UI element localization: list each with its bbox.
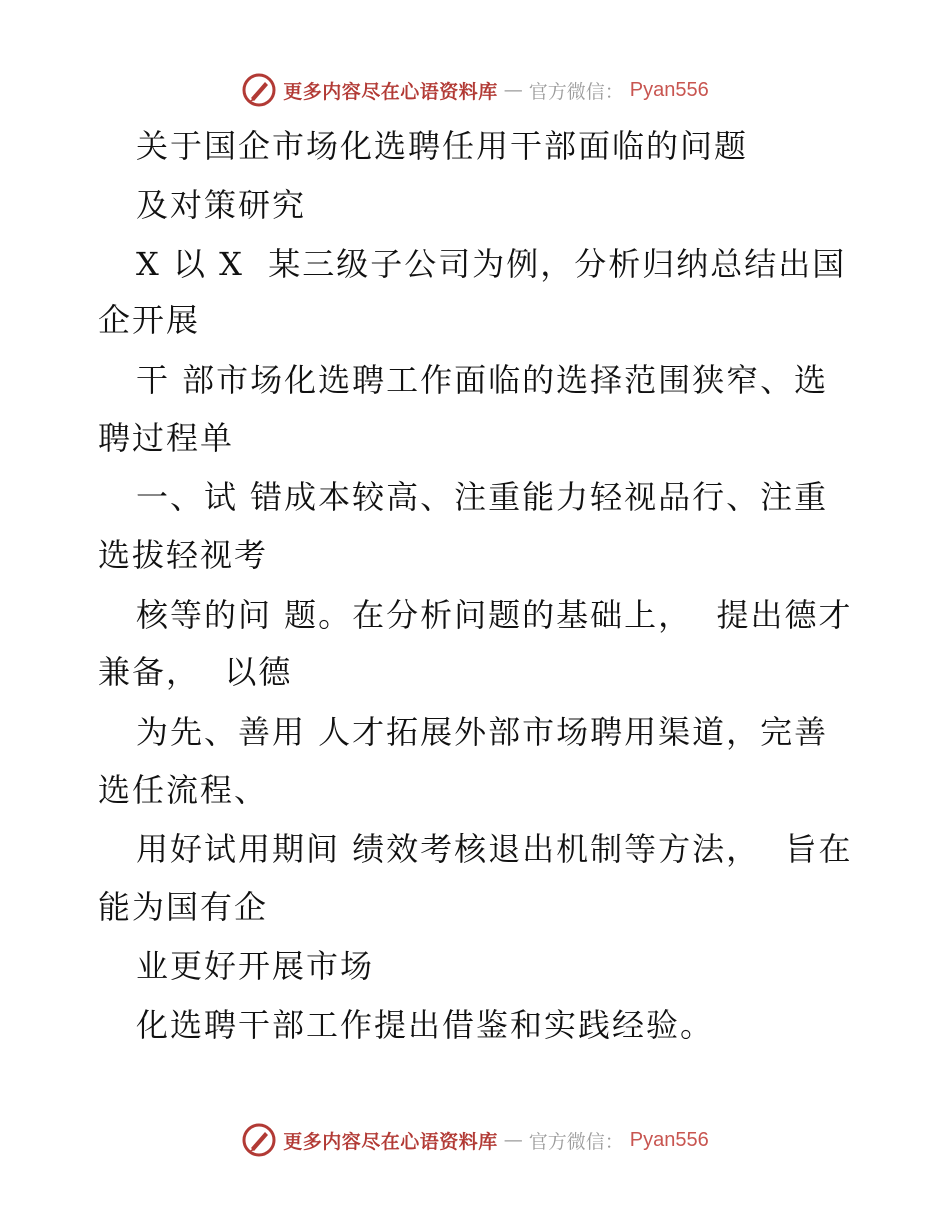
watermark-wechat-id: Pyan556	[629, 78, 709, 101]
body-line: X 以 X 某三级子公司为例，分析归纳总结出国	[136, 245, 847, 283]
pen-logo-icon	[241, 1122, 277, 1158]
body-line: 选任流程、	[98, 771, 269, 809]
body-line: 为先、善用 人才拓展外部市场聘用渠道，完善	[136, 713, 829, 751]
footer-watermark	[0, 1122, 950, 1158]
body-line: 企开展	[98, 301, 201, 339]
watermark-wechat-id: Pyan556	[629, 1128, 709, 1151]
body-line: 用好试用期间 绩效考核退出机制等方法， 旨在	[136, 830, 853, 868]
watermark-dash: —	[503, 1129, 523, 1151]
header-watermark	[0, 72, 950, 108]
document-title-line-1: 关于国企市场化选聘任用干部面临的问题	[136, 127, 749, 165]
watermark-wechat-label: 官方微信：	[528, 80, 624, 103]
body-line: 兼备， 以德	[98, 653, 293, 691]
body-line: 业更好开展市场	[136, 947, 375, 985]
body-line: 选拔轻视考	[98, 536, 269, 574]
body-line: 一、试 错成本较高、注重能力轻视品行、注重	[136, 478, 829, 516]
document-title-line-2: 及对策研究	[136, 186, 307, 224]
body-line: 化选聘干部工作提出借鉴和实践经验。	[136, 1006, 715, 1044]
pen-logo-icon	[241, 72, 277, 108]
body-line: 聘过程单	[98, 419, 235, 457]
body-line: 核等的问 题。在分析问题的基础上， 提出德才	[136, 596, 853, 634]
watermark-brand-text: 更多内容尽在心语资料库	[283, 80, 498, 103]
body-line: 能为国有企	[98, 888, 269, 926]
watermark-dash: —	[503, 79, 523, 101]
body-line: 干 部市场化选聘工作面临的选择范围狭窄、选	[136, 361, 829, 399]
watermark-wechat-label: 官方微信：	[528, 1130, 624, 1153]
watermark-brand-text: 更多内容尽在心语资料库	[283, 1130, 498, 1153]
